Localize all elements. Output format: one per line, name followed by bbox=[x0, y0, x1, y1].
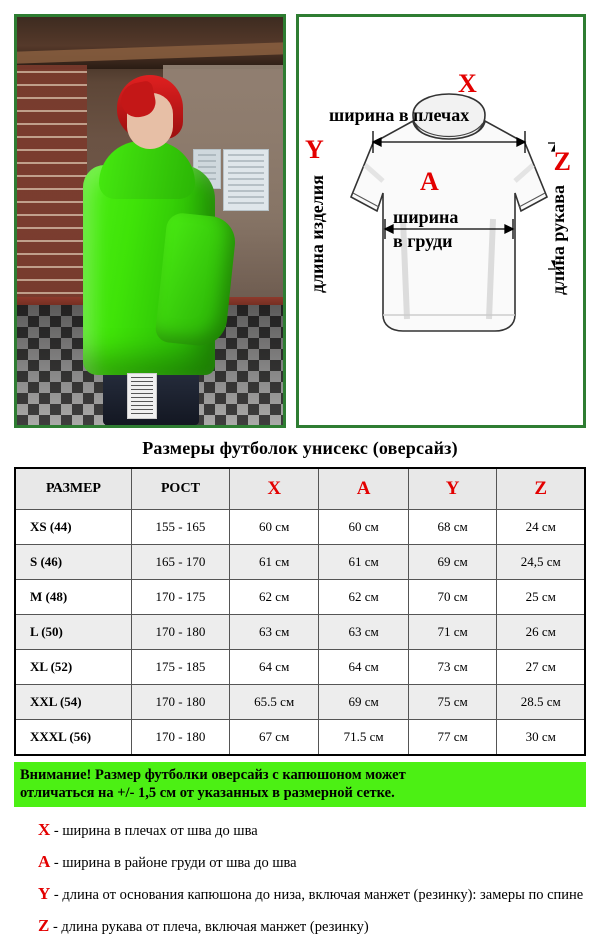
warning-banner bbox=[14, 762, 586, 807]
cell-z: 27 см bbox=[497, 650, 585, 685]
cell-size: L (50) bbox=[15, 615, 131, 650]
cell-z: 24,5 см bbox=[497, 545, 585, 580]
legend-key-a: A bbox=[38, 852, 50, 871]
cell-a: 71.5 см bbox=[319, 720, 408, 756]
cell-x: 63 см bbox=[229, 615, 318, 650]
table-title: Размеры футболок унисекс (оверсайз) bbox=[14, 438, 586, 459]
cell-y: 68 см bbox=[408, 510, 497, 545]
cell-height: 155 - 165 bbox=[131, 510, 229, 545]
cell-x: 61 см bbox=[229, 545, 318, 580]
legend-text-y: - длина от основания капюшона до низа, включая манжет (резинку): замеры по спине bbox=[54, 887, 583, 903]
cell-size: XS (44) bbox=[15, 510, 131, 545]
cell-a: 62 см bbox=[319, 580, 408, 615]
legend-item-y bbox=[38, 881, 586, 907]
table-header-height: РОСТ bbox=[131, 468, 229, 510]
cell-x: 60 см bbox=[229, 510, 318, 545]
cell-z: 26 см bbox=[497, 615, 585, 650]
cell-size: M (48) bbox=[15, 580, 131, 615]
legend-key-y: Y bbox=[38, 884, 50, 903]
cell-size: S (46) bbox=[15, 545, 131, 580]
cell-y: 77 см bbox=[408, 720, 497, 756]
legend bbox=[14, 817, 586, 938]
cell-y: 73 см bbox=[408, 650, 497, 685]
cell-x: 62 см bbox=[229, 580, 318, 615]
diagram-z-letter: Z bbox=[554, 147, 571, 177]
cell-z: 28.5 см bbox=[497, 685, 585, 720]
table-row bbox=[15, 720, 585, 756]
diagram-x-letter: X bbox=[458, 69, 477, 99]
diagram-z-label: длина рукава bbox=[548, 185, 569, 295]
table-row bbox=[15, 615, 585, 650]
legend-text-x: - ширина в плечах от шва до шва bbox=[54, 823, 258, 839]
cell-height: 170 - 180 bbox=[131, 615, 229, 650]
cell-height: 170 - 180 bbox=[131, 685, 229, 720]
photo-model-hood bbox=[99, 141, 195, 199]
cell-a: 60 см bbox=[319, 510, 408, 545]
table-header-row bbox=[15, 468, 585, 510]
diagram-y-letter: Y bbox=[305, 135, 324, 165]
cell-a: 63 см bbox=[319, 615, 408, 650]
legend-text-a: - ширина в районе груди от шва до шва bbox=[54, 855, 297, 871]
cell-size: XL (52) bbox=[15, 650, 131, 685]
legend-text-z: - длина рукава от плеча, включая манжет (резинку) bbox=[53, 919, 369, 935]
cell-height: 175 - 185 bbox=[131, 650, 229, 685]
cell-a: 69 см bbox=[319, 685, 408, 720]
diagram-x-label: ширина в плечах bbox=[329, 105, 469, 126]
photo-price-tag bbox=[127, 373, 157, 419]
cell-size: XXXL (56) bbox=[15, 720, 131, 756]
cell-z: 30 см bbox=[497, 720, 585, 756]
legend-key-z: Z bbox=[38, 916, 49, 935]
table-row bbox=[15, 580, 585, 615]
table-header-y: Y bbox=[408, 468, 497, 510]
cell-y: 71 см bbox=[408, 615, 497, 650]
cell-x: 67 см bbox=[229, 720, 318, 756]
product-photo bbox=[14, 14, 286, 428]
cell-height: 165 - 170 bbox=[131, 545, 229, 580]
warning-line-2: отличаться на +/- 1,5 см от указанных в размерной сетке. bbox=[20, 784, 580, 802]
table-header-a: A bbox=[319, 468, 408, 510]
diagram-y-label: длина изделия bbox=[307, 175, 328, 293]
size-table bbox=[14, 467, 586, 756]
diagram-a-label-line2: в груди bbox=[393, 231, 453, 252]
table-row bbox=[15, 510, 585, 545]
photo-model bbox=[69, 45, 239, 425]
table-row bbox=[15, 685, 585, 720]
warning-line-1: Внимание! Размер футболки оверсайз с капюшоном может bbox=[20, 766, 580, 784]
legend-key-x: X bbox=[38, 820, 50, 839]
cell-a: 61 см bbox=[319, 545, 408, 580]
cell-z: 24 см bbox=[497, 510, 585, 545]
cell-y: 75 см bbox=[408, 685, 497, 720]
cell-x: 65.5 см bbox=[229, 685, 318, 720]
cell-x: 64 см bbox=[229, 650, 318, 685]
table-header-x: X bbox=[229, 468, 318, 510]
photo-price-tag-lines bbox=[131, 377, 153, 415]
table-row bbox=[15, 545, 585, 580]
measurement-diagram bbox=[296, 14, 586, 428]
table-header-size: РАЗМЕР bbox=[15, 468, 131, 510]
legend-item-x bbox=[38, 817, 586, 843]
cell-height: 170 - 175 bbox=[131, 580, 229, 615]
cell-y: 70 см bbox=[408, 580, 497, 615]
cell-y: 69 см bbox=[408, 545, 497, 580]
photo-model-sleeve bbox=[154, 212, 237, 349]
cell-height: 170 - 180 bbox=[131, 720, 229, 756]
table-row bbox=[15, 650, 585, 685]
table-header-z: Z bbox=[497, 468, 585, 510]
legend-item-z bbox=[38, 913, 586, 938]
diagram-a-letter: A bbox=[420, 167, 439, 197]
cell-z: 25 см bbox=[497, 580, 585, 615]
cell-size: XXL (54) bbox=[15, 685, 131, 720]
cell-a: 64 см bbox=[319, 650, 408, 685]
top-panels bbox=[14, 14, 586, 428]
diagram-a-label-line1: ширина bbox=[393, 207, 458, 228]
legend-item-a bbox=[38, 849, 586, 875]
